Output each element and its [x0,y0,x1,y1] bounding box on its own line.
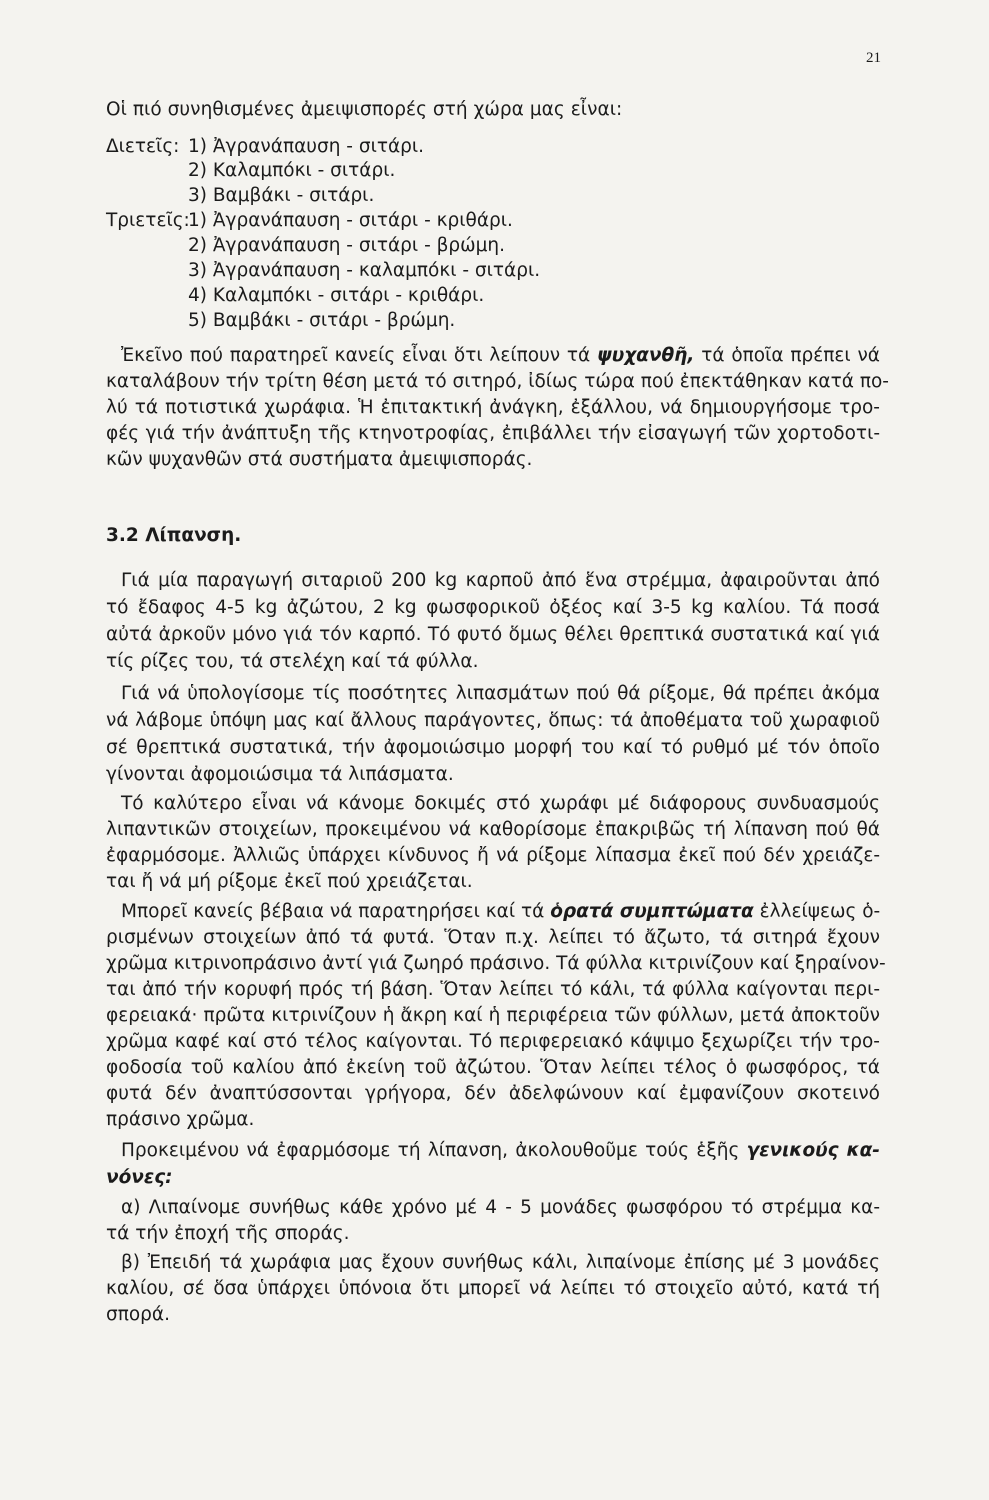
biennial-item-2: 2) Καλαμπόκι - σιτάρι. [188,160,396,181]
page-number: 21 [866,50,881,66]
paragraph-line: β) Ἐπειδή τά χωράφια μας ἔχουν συνήθως κάλι, λιπαίνομε ἐπίσης μέ 3 μονάδες [121,1252,880,1273]
paragraph-line: ἐφαρμόσομε. Ἀλλιῶς ὑπάρχει κίνδυνος ἤ νά ρίξομε λίπασμα ἐκεῖ πού δέν χρειάζε- [106,845,880,866]
paragraph-line: ρισμένων στοιχείων ἀπό τά φυτά. Ὅταν π.χ. λείπει τό ἄζωτο, τά σιτηρά ἔχουν [106,927,880,948]
triennial-item-3: 3) Ἀγρανάπαυση - καλαμπόκι - σιτάρι. [188,260,541,281]
paragraph-line: σπορά. [106,1304,171,1325]
paragraph-line: χρῶμα καφέ καί στό τέλος καίγονται. Τό περιφερειακό κάψιμο ξεχωρίζει τήν τρο- [106,1031,880,1052]
paragraph-line: καλίου, σέ ὅσα ὑπάρχει ὑπόνοια ὅτι μπορεῖ νά λείπει τό στοιχεῖο αὐτό, κατά τή [106,1278,880,1299]
paragraph-line: φερειακά· πρῶτα κιτρινίζουν ἡ ἄκρη καί ἡ περιφέρεια τῶν φύλλων, μετά ἀποκτοῦν [106,1005,880,1026]
biennial-label: Διετεῖς: [106,136,180,157]
paragraph-line: τίς ρίζες του, τά στελέχη καί τά φύλλα. [106,651,479,672]
paragraph-line: τό ἔδαφος 4-5 kg ἀζώτου, 2 kg φωσφορικοῦ ὀξέος καί 3-5 kg καλίου. Τά ποσά [106,597,880,618]
paragraph-line: λύ τά ποτιστικά χωράφια. Ἡ ἐπιτακτική ἀνάγκη, ἐξάλλου, νά δημιουργήσομε τρο- [106,397,880,418]
triennial-label: Τριετεῖς: [106,210,190,231]
paragraph-line: νά λάβομε ὑπόψη μας καί ἄλλους παράγοντες, ὅπως: τά ἀποθέματα τοῦ χωραφιοῦ [106,710,880,731]
paragraph-line: τά τήν ἐποχή τῆς σποράς. [106,1223,350,1244]
paragraph-line: χρῶμα κιτρινοπράσινο ἀντί γιά ζωηρό πράσινο. Τά φύλλα κιτρινίζουν καί ξηραίνον- [106,953,886,974]
paragraph-line: α) Λιπαίνομε συνήθως κάθε χρόνο μέ 4 - 5 μονάδες φωσφόρου τό στρέμμα κα- [121,1197,880,1218]
intro-line: Οἱ πιό συνηθισμένες ἀμειψισπορές στή χώρα μας εἶναι: [106,99,623,120]
paragraph-line: ται ἤ νά μή ρίξομε ἐκεῖ πού χρειάζεται. [106,871,473,892]
triennial-item-1: 1) Ἀγρανάπαυση - σιτάρι - κριθάρι. [188,210,513,231]
paragraph-line: Προκειμένου νά ἐφαρμόσομε τή λίπανση, ἀκολουθοῦμε τούς ἑξῆς γενικούς κα- [121,1140,880,1161]
emphasis-legumes: ψυχανθῆ, [597,345,695,366]
triennial-item-2: 2) Ἀγρανάπαυση - σιτάρι - βρώμη. [188,235,506,256]
paragraph-line: φυτά δέν ἀναπτύσσονται γρήγορα, δέν ἀδελφώνουν καί ἐμφανίζουν σκοτεινό [106,1083,880,1104]
triennial-item-4: 4) Καλαμπόκι - σιτάρι - κριθάρι. [188,285,485,306]
biennial-item-1: 1) Ἀγρανάπαυση - σιτάρι. [188,136,425,157]
paragraph-line: πράσινο χρῶμα. [106,1109,255,1130]
paragraph-line: νόνες: [106,1167,173,1188]
section-heading: 3.2 Λίπανση. [106,525,242,546]
paragraph-line: Γιά νά ὑπολογίσομε τίς ποσότητες λιπασμάτων πού θά ρίξομε, θά πρέπει ἀκόμα [121,683,880,704]
paragraph-line: φές γιά τήν ἀνάπτυξη τῆς κτηνοτροφίας, ἐπιβάλλει τήν εἰσαγωγή τῶν χορτοδοτι- [106,423,880,444]
paragraph-line: σέ θρεπτικά συστατικά, τήν ἀφομοιώσιμο μορφή του καί τό ρυθμό μέ τόν ὁποῖο [106,737,880,758]
paragraph-line: φοδοσία τοῦ καλίου ἀπό ἐκείνη τοῦ ἀζώτου. Ὅταν λείπει τέλος ὁ φωσφόρος, τά [106,1057,880,1078]
paragraph-line: ται ἀπό τήν κορυφή πρός τή βάση. Ὅταν λείπει τό κάλι, τά φύλλα καίγονται περι- [106,979,880,1000]
paragraph-line: καταλάβουν τήν τρίτη θέση μετά τό σιτηρό, ἰδίως τώρα πού ἐπεκτάθηκαν κατά πο- [106,371,889,392]
emphasis-visible-symptoms: ὁρατά συμπτώματα [550,901,754,922]
paragraph-line: Μπορεῖ κανείς βέβαια νά παρατηρήσει καί τά ὁρατά συμπτώματα ἐλλείψεως ὁ- [121,901,881,922]
paragraph-line: αὐτά ἀρκοῦν μόνο γιά τόν καρπό. Τό φυτό ὅμως θέλει θρεπτικά συστατικά καί γιά [106,624,880,645]
triennial-item-5: 5) Βαμβάκι - σιτάρι - βρώμη. [188,310,456,331]
paragraph-line: κῶν ψυχανθῶν στά συστήματα ἀμειψισποράς. [106,449,533,470]
paragraph-line: Τό καλύτερο εἶναι νά κάνομε δοκιμές στό χωράφι μέ διάφορους συνδυασμούς [121,793,880,814]
biennial-item-3: 3) Βαμβάκι - σιτάρι. [188,185,375,206]
paragraph-line: λιπαντικῶν στοιχείων, προκειμένου νά καθορίσομε ἐπακριβῶς τή λίπανση πού θά [106,819,880,840]
paragraph-line: γίνονται ἀφομοιώσιμα τά λιπάσματα. [106,764,454,785]
paragraph-line: Ἐκεῖνο πού παρατηρεῖ κανείς εἶναι ὅτι λείπουν τά ψυχανθῆ, τά ὁποῖα πρέπει νά [121,345,880,366]
emphasis-general-rules: γενικούς κα- [746,1140,880,1161]
paragraph-line: Γιά μία παραγωγή σιταριοῦ 200 kg καρποῦ ἀπό ἕνα στρέμμα, ἀφαιροῦνται ἀπό [121,570,880,591]
